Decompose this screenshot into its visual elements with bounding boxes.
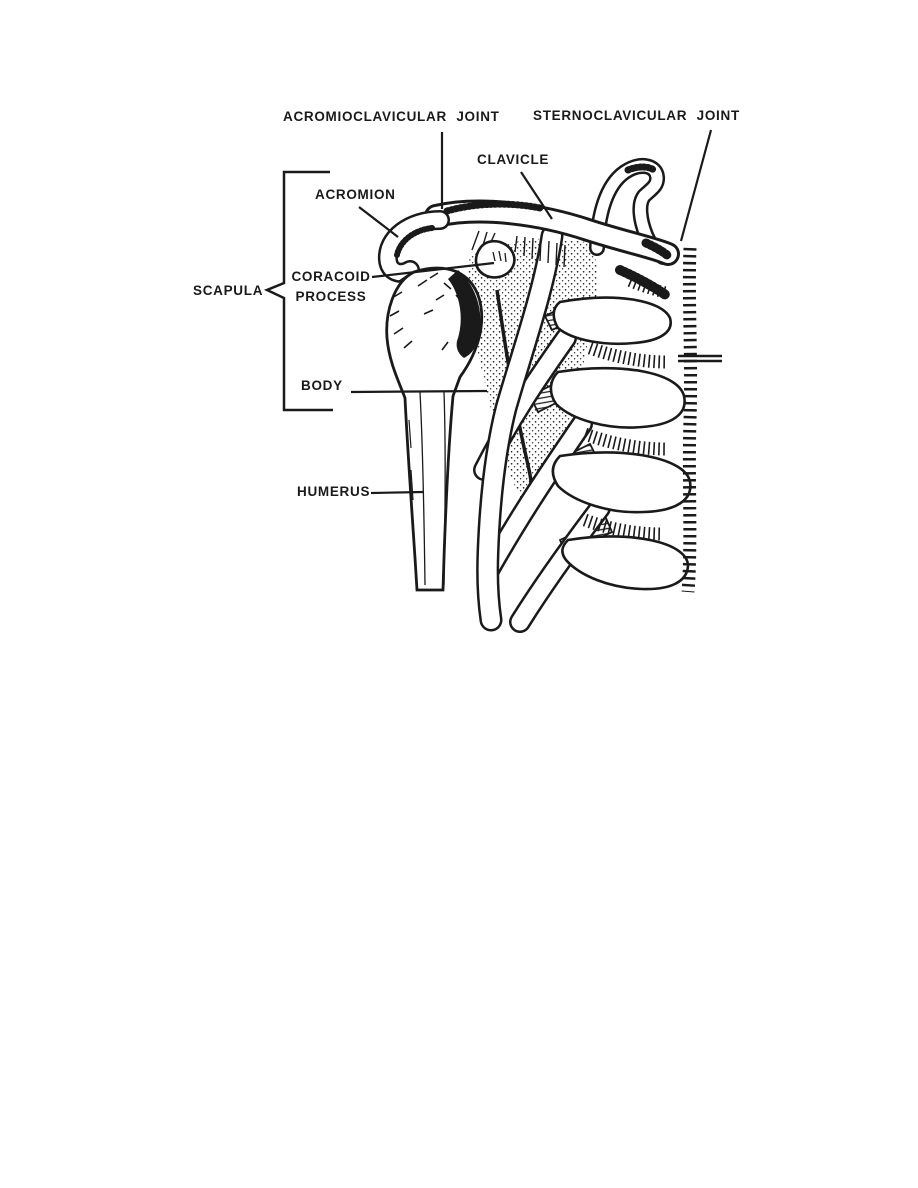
leader-acromion [359, 207, 398, 237]
sternum-edge [678, 248, 722, 592]
label-acromioclavicular-joint: ACROMIOCLAVICULAR JOINT [283, 109, 500, 124]
label-scapula: SCAPULA [193, 283, 264, 298]
leader-sternoclavicular-joint [681, 130, 711, 241]
label-coracoid-line2: PROCESS [295, 289, 367, 304]
label-humerus: HUMERUS [297, 484, 371, 499]
label-sternoclavicular-joint: STERNOCLAVICULAR JOINT [533, 108, 740, 123]
leader-humerus [371, 492, 423, 493]
label-coracoid-process [290, 267, 372, 307]
label-acromion: ACROMION [315, 187, 396, 202]
coracoid-process-bone [476, 241, 514, 277]
leader-body [351, 391, 487, 392]
label-coracoid-line1: CORACOID [291, 269, 371, 284]
label-body: BODY [301, 378, 343, 393]
acromion-bone [388, 220, 440, 273]
label-clavicle: CLAVICLE [477, 152, 550, 167]
